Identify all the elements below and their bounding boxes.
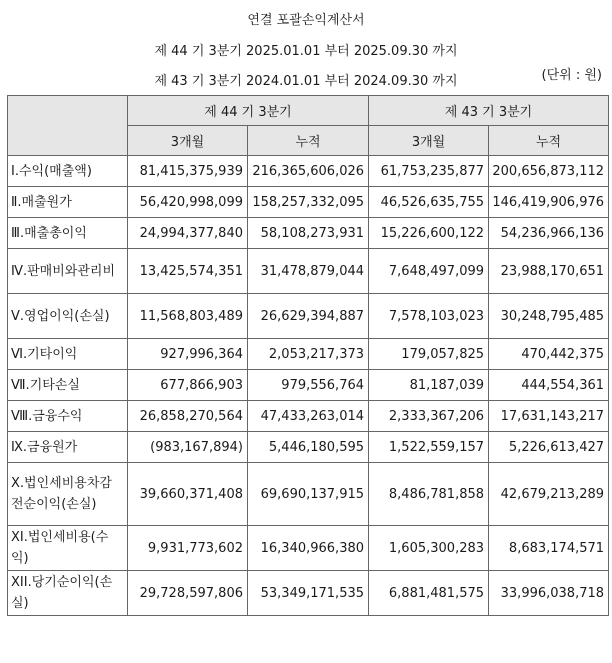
- cell-value: 7,578,103,023: [369, 294, 489, 339]
- header-3months: 3개월: [369, 126, 489, 156]
- table-row: [8, 294, 609, 339]
- period-prior: 제 43 기 3분기 2024.01.01 부터 2024.09.30 까지: [154, 74, 458, 89]
- unit-label: (단위 : 원): [541, 68, 602, 83]
- table-row: [8, 249, 609, 294]
- cell-value: 200,656,873,112: [489, 156, 609, 187]
- cell-value: 8,683,174,571: [489, 526, 609, 571]
- row-label: XI.법인세비용(수익): [8, 526, 128, 571]
- cell-value: 8,486,781,858: [369, 463, 489, 526]
- row-label: Ⅲ.매출총이익: [8, 218, 128, 249]
- cell-value: 53,349,171,535: [248, 571, 369, 616]
- table-row: [8, 571, 609, 616]
- cell-value: 16,340,966,380: [248, 526, 369, 571]
- header-cumulative: 누적: [248, 126, 369, 156]
- row-label: Ⅹ.법인세비용차감전순이익(손실): [8, 463, 128, 526]
- cell-value: 58,108,273,931: [248, 218, 369, 249]
- cell-value: 56,420,998,099: [128, 187, 248, 218]
- cell-value: 158,257,332,095: [248, 187, 369, 218]
- report-title: 연결 포괄손익계산서: [247, 13, 365, 28]
- cell-value: 42,679,213,289: [489, 463, 609, 526]
- table-row: [8, 156, 609, 187]
- cell-value: 13,425,574,351: [128, 249, 248, 294]
- row-label: Ⅸ.금융원가: [8, 432, 128, 463]
- cell-value: 81,187,039: [369, 370, 489, 401]
- cell-value: 29,728,597,806: [128, 571, 248, 616]
- cell-value: 47,433,263,014: [248, 401, 369, 432]
- row-label: Ⅷ.금융수익: [8, 401, 128, 432]
- row-label: Ⅳ.판매비와관리비: [8, 249, 128, 294]
- cell-value: 7,648,497,099: [369, 249, 489, 294]
- cell-value: 33,996,038,718: [489, 571, 609, 616]
- table-row: [8, 187, 609, 218]
- cell-value: 23,988,170,651: [489, 249, 609, 294]
- table-row: [8, 339, 609, 370]
- row-label: Ⅶ.기타손실: [8, 370, 128, 401]
- cell-value: 927,996,364: [128, 339, 248, 370]
- cell-value: 1,522,559,157: [369, 432, 489, 463]
- cell-value: 11,568,803,489: [128, 294, 248, 339]
- cell-value: 5,226,613,427: [489, 432, 609, 463]
- header-3months: 3개월: [128, 126, 248, 156]
- cell-value: 54,236,966,136: [489, 218, 609, 249]
- header-corner: [8, 96, 128, 156]
- period-current: 제 44 기 3분기 2025.01.01 부터 2025.09.30 까지: [154, 44, 458, 59]
- table-header-row: [8, 96, 609, 126]
- cell-value: 677,866,903: [128, 370, 248, 401]
- cell-value: 470,442,375: [489, 339, 609, 370]
- cell-value: 9,931,773,602: [128, 526, 248, 571]
- row-label: Ⅰ.수익(매출액): [8, 156, 128, 187]
- cell-value: 6,881,481,575: [369, 571, 489, 616]
- cell-value: 81,415,375,939: [128, 156, 248, 187]
- header-prior-period: 제 43 기 3분기: [369, 96, 609, 126]
- cell-value: 5,446,180,595: [248, 432, 369, 463]
- cell-value: 24,994,377,840: [128, 218, 248, 249]
- cell-value: 61,753,235,877: [369, 156, 489, 187]
- cell-value: 2,333,367,206: [369, 401, 489, 432]
- cell-value: 26,858,270,564: [128, 401, 248, 432]
- table-row: [8, 401, 609, 432]
- header-cumulative: 누적: [489, 126, 609, 156]
- table-row: [8, 432, 609, 463]
- cell-value: 146,419,906,976: [489, 187, 609, 218]
- cell-value: 179,057,825: [369, 339, 489, 370]
- table-row: [8, 218, 609, 249]
- row-label: Ⅴ.영업이익(손실): [8, 294, 128, 339]
- cell-value: 216,365,606,026: [248, 156, 369, 187]
- cell-value: 46,526,635,755: [369, 187, 489, 218]
- cell-value: 979,556,764: [248, 370, 369, 401]
- cell-value: 39,660,371,408: [128, 463, 248, 526]
- cell-value: (983,167,894): [128, 432, 248, 463]
- income-statement-table: [7, 95, 609, 616]
- cell-value: 1,605,300,283: [369, 526, 489, 571]
- row-label: ⅩII.당기순이익(손실): [8, 571, 128, 616]
- row-label: Ⅱ.매출원가: [8, 187, 128, 218]
- table-row: [8, 463, 609, 526]
- header-current-period: 제 44 기 3분기: [128, 96, 369, 126]
- cell-value: 444,554,361: [489, 370, 609, 401]
- cell-value: 17,631,143,217: [489, 401, 609, 432]
- cell-value: 26,629,394,887: [248, 294, 369, 339]
- cell-value: 2,053,217,373: [248, 339, 369, 370]
- table-row: [8, 526, 609, 571]
- cell-value: 69,690,137,915: [248, 463, 369, 526]
- cell-value: 30,248,795,485: [489, 294, 609, 339]
- row-label: Ⅵ.기타이익: [8, 339, 128, 370]
- cell-value: 31,478,879,044: [248, 249, 369, 294]
- table-row: [8, 370, 609, 401]
- cell-value: 15,226,600,122: [369, 218, 489, 249]
